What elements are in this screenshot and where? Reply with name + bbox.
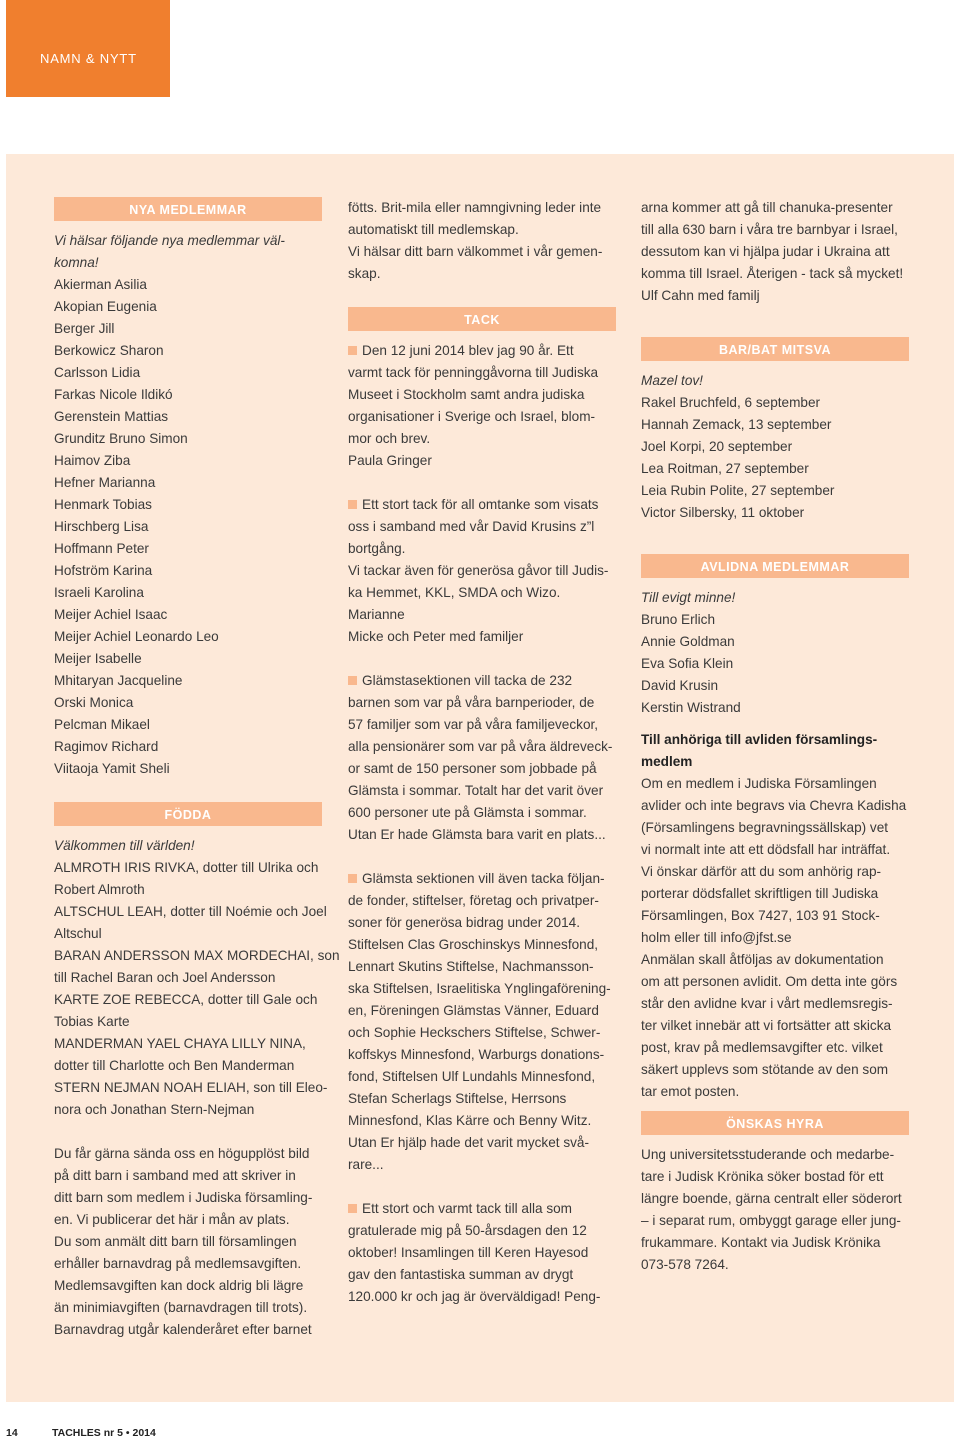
avlidna-heading: AVLIDNA MEDLEMMAR [641, 554, 909, 578]
text-line-content: dessutom kan vi hjälpa judar i Ukraina att [641, 244, 890, 259]
text-line [54, 648, 322, 670]
text-line-content: automatiskt till medlemskap. [348, 222, 519, 237]
text-line [348, 1132, 616, 1154]
text-line-content: längre boende, gärna centralt eller söderort [641, 1191, 902, 1206]
text-line [54, 967, 322, 989]
text-line-content: 120.000 kr och jag är överväldigad! Peng- [348, 1289, 601, 1304]
nya-intro-line: Vi hälsar följande nya medlemmar väl- [54, 233, 285, 248]
tack-paragraph [348, 670, 616, 846]
onskas-hyra-text [641, 1144, 909, 1276]
text-line-content: till alla 630 barn i våra tre barnbyar i Israel, [641, 222, 898, 237]
text-line-content: avlider och inte begravs via Chevra Kadisha [641, 798, 907, 813]
text-line-content: Barnavdrag utgår kalenderåret efter barnet [54, 1322, 312, 1337]
text-line-content: arna kommer att gå till chanuka-presenter [641, 200, 893, 215]
bullet-square-icon [348, 1204, 357, 1213]
text-line-content: soner för generösa bidrag under 2014. [348, 915, 581, 930]
text-line-content: ska Stiftelsen, Israelitiska Ynglingaförening- [348, 981, 611, 996]
text-line [54, 901, 327, 923]
text-line-content: Hoffmann Peter [54, 541, 149, 556]
text-line [54, 318, 322, 340]
text-line [54, 692, 322, 714]
onskas-hyra-heading: ÖNSKAS HYRA [641, 1111, 909, 1135]
text-line [348, 450, 616, 472]
text-line-content: holm eller till info@jfst.se [641, 930, 792, 945]
text-line-content: Haimov Ziba [54, 453, 131, 468]
text-line [54, 923, 322, 945]
text-line [54, 1055, 322, 1077]
text-line-content: Du får gärna sända oss en högupplöst bild [54, 1146, 310, 1161]
text-line-content: gratulerade mig på 50-årsdagen den 12 [348, 1223, 587, 1238]
text-line-content: Leia Rubin Polite, 27 september [641, 483, 835, 498]
text-line [641, 197, 909, 219]
text-line-content: Grunditz Bruno Simon [54, 431, 188, 446]
text-line [348, 758, 616, 780]
text-line [54, 296, 322, 318]
text-line [641, 927, 909, 949]
text-line [348, 263, 616, 285]
text-line [348, 780, 616, 802]
text-line [348, 692, 616, 714]
text-line-content: Viitaoja Yamit Sheli [54, 761, 170, 776]
text-line-content: säkert upplevs som stötande av den som [641, 1062, 889, 1077]
text-line [348, 736, 616, 758]
bullet-square-icon [348, 500, 357, 509]
text-line-content: Ett stort och varmt tack till alla som [362, 1201, 573, 1216]
text-line-content: gav den fantastiska summan av drygt [348, 1267, 574, 1282]
tack-paragraph [348, 1198, 616, 1308]
text-line-content: Akopian Eugenia [54, 299, 157, 314]
text-line-content: står den avlidne kvar i vårt medlemsregis- [641, 996, 893, 1011]
text-line-content: Eva Sofia Klein [641, 656, 734, 671]
text-line [54, 1231, 322, 1253]
text-line [54, 604, 322, 626]
info-text [54, 1143, 322, 1341]
text-line [641, 839, 909, 861]
text-line [54, 857, 322, 879]
text-line-content: (Församlingens begravningssällskap) vet [641, 820, 889, 835]
text-line [641, 993, 909, 1015]
section-tab [6, 0, 170, 97]
text-line [641, 971, 909, 993]
nya-intro-line: komna! [54, 255, 99, 270]
text-line-content: koffskys Minnesfond, Warburgs donations- [348, 1047, 605, 1062]
magazine-issue: TACHLES nr 5 • 2014 [52, 1427, 156, 1439]
anhoriga-title: Till anhöriga till avliden församlings- [641, 732, 878, 747]
text-line [641, 609, 909, 631]
text-line [54, 758, 322, 780]
birth-list [54, 857, 340, 1121]
text-line-content: Vi hälsar ditt barn välkommet i vår gemen- [348, 244, 603, 259]
tack-paragraph [348, 868, 616, 1176]
text-line-content: Den 12 juni 2014 blev jag 90 år. Ett [362, 343, 574, 358]
text-line-content: fötts. Brit-mila eller namngivning leder inte [348, 200, 602, 215]
text-line-content: Marianne [348, 607, 405, 622]
text-line [348, 912, 616, 934]
text-line-content: Annie Goldman [641, 634, 735, 649]
text-line-content: Museet i Stockholm samt andra judiska [348, 387, 585, 402]
text-line [54, 1297, 322, 1319]
text-line-content: Stefan Scherlags Stiftelse, Herrsons [348, 1091, 567, 1106]
text-line [641, 795, 909, 817]
nya-medlemmar-heading: NYA MEDLEMMAR [54, 197, 322, 221]
text-line-content: Berger Jill [54, 321, 115, 336]
text-line-content: Glämsta i sommar. Totalt har det varit över [348, 783, 604, 798]
text-line [348, 1000, 616, 1022]
text-line-content: Israeli Karolina [54, 585, 144, 600]
text-line [54, 989, 322, 1011]
text-line [54, 1187, 322, 1209]
text-line [348, 1044, 616, 1066]
text-line-content: skap. [348, 266, 381, 281]
anhoriga-title: medlem [641, 754, 693, 769]
column-2 [348, 197, 616, 1308]
text-line-content: Ragimov Richard [54, 739, 159, 754]
text-line [348, 560, 616, 582]
text-line [641, 631, 909, 653]
text-line-content: Farkas Nicole Ildikó [54, 387, 173, 402]
text-line [54, 1209, 322, 1231]
text-line [641, 1232, 909, 1254]
text-line [54, 384, 322, 406]
text-line-content: Pelcman Mikael [54, 717, 150, 732]
text-line-content: en, Föreningen Glämstas Vänner, Eduard [348, 1003, 599, 1018]
text-line [54, 1275, 322, 1297]
text-line-content: varmt tack för penninggåvorna till Judiska [348, 365, 599, 380]
text-line-content: Vi tackar även för generösa gåvor till Judis- [348, 563, 609, 578]
text-line [641, 241, 909, 263]
text-line-content: ka Hemmet, KKL, SMDA och Wizo. [348, 585, 561, 600]
text-line [54, 428, 322, 450]
text-line [348, 1264, 616, 1286]
text-line [348, 1110, 616, 1132]
text-line [54, 1319, 322, 1341]
text-line-content: porterar dödsfallet skriftligen till Judiska [641, 886, 879, 901]
text-line-content: tare i Judisk Krönika söker bostad för ett [641, 1169, 884, 1184]
text-line [641, 414, 909, 436]
text-line-content: 073-578 7264. [641, 1257, 729, 1272]
section-tab-label: NAMN & NYTT [40, 51, 137, 66]
text-line-content: Hofström Karina [54, 563, 153, 578]
text-line-content: alla pensionärer som var på våra äldreveck- [348, 739, 613, 754]
text-line-content: mor och brev. [348, 431, 431, 446]
text-line [641, 392, 909, 414]
anhoriga-text [641, 773, 909, 1103]
text-line [641, 436, 909, 458]
text-line-content: Berkowicz Sharon [54, 343, 164, 358]
text-line [54, 1165, 322, 1187]
text-line [348, 538, 616, 560]
text-line [54, 1077, 328, 1099]
text-line [641, 697, 909, 719]
text-line [348, 1088, 616, 1110]
column-3 [641, 197, 909, 1276]
text-line [641, 219, 909, 241]
text-line-content: nora och Jonathan Stern-Nejman [54, 1102, 255, 1117]
text-line [348, 1220, 616, 1242]
text-line [641, 883, 909, 905]
text-line [641, 1210, 909, 1232]
text-line-content: Victor Silbersky, 11 oktober [641, 505, 805, 520]
text-line [348, 197, 616, 219]
text-line-content: Mhitaryan Jacqueline [54, 673, 183, 688]
text-line [54, 626, 322, 648]
text-line [348, 802, 616, 824]
text-line-content: dotter till Charlotte och Ben Manderman [54, 1058, 295, 1073]
text-line [348, 241, 616, 263]
text-line [641, 1254, 909, 1276]
text-line [641, 949, 909, 971]
text-line-content: Robert Almroth [54, 882, 145, 897]
text-line [348, 340, 616, 362]
text-line [54, 494, 322, 516]
text-line [54, 945, 340, 967]
text-line-content: frukammare. Kontakt via Judisk Krönika [641, 1235, 881, 1250]
text-line [348, 362, 616, 384]
text-line-content: – i separat rum, ombyggt garage eller jung- [641, 1213, 901, 1228]
fodda-intro: Välkommen till världen! [54, 838, 195, 853]
text-line-content: än minimiavgiften (barnavdragen till trots). [54, 1300, 308, 1315]
text-line [348, 406, 616, 428]
bullet-square-icon [348, 676, 357, 685]
text-line [54, 472, 322, 494]
text-line-content: Meijer Achiel Leonardo Leo [54, 629, 219, 644]
text-line-content: Hannah Zemack, 13 september [641, 417, 832, 432]
text-line [348, 582, 616, 604]
fodda-heading: FÖDDA [54, 802, 322, 826]
text-line-content: Hirschberg Lisa [54, 519, 149, 534]
text-line-content: MANDERMAN YAEL CHAYA LILLY NINA, [54, 1036, 306, 1051]
text-line [641, 773, 909, 795]
text-line-content: Paula Gringer [348, 453, 432, 468]
text-line [641, 861, 909, 883]
text-line-content: Minnesfond, Klas Kärre och Benny Witz. [348, 1113, 592, 1128]
text-line [348, 516, 616, 538]
text-line [641, 285, 909, 307]
text-line [348, 1286, 616, 1308]
text-line-content: post, krav på medlemsavgifter etc. vilket [641, 1040, 883, 1055]
text-line-content: Ung universitetsstuderande och medarbe- [641, 1147, 895, 1162]
text-line [54, 1033, 322, 1055]
tack-paragraph [348, 340, 616, 472]
text-line-content: Orski Monica [54, 695, 134, 710]
text-line [54, 340, 322, 362]
text-line [54, 714, 322, 736]
text-line-content: Glämsta sektionen vill även tacka följan- [362, 871, 605, 886]
text-line-content: Altschul [54, 926, 102, 941]
text-line-content: Akierman Asilia [54, 277, 147, 292]
text-line [348, 1198, 616, 1220]
text-line-content: och Sophie Heckschers Stiftelse, Schwer- [348, 1025, 601, 1040]
text-line [641, 1059, 909, 1081]
text-line [348, 1066, 616, 1088]
text-line [641, 1081, 909, 1103]
text-line-content: Du som anmält ditt barn till församlingen [54, 1234, 297, 1249]
text-line [641, 263, 909, 285]
bullet-square-icon [348, 874, 357, 883]
continued-text [641, 197, 909, 307]
text-line-content: rare... [348, 1157, 384, 1172]
text-line-content: ALMROTH IRIS RIVKA, dotter till Ulrika och [54, 860, 319, 875]
text-line-content: Lea Roitman, 27 september [641, 461, 809, 476]
text-line [348, 428, 616, 450]
text-line-content: Kerstin Wistrand [641, 700, 741, 715]
text-line [54, 362, 322, 384]
text-line [348, 978, 616, 1000]
text-line-content: Lennart Skutins Stiftelse, Nachmansson- [348, 959, 594, 974]
text-line-content: or samt de 150 personer som jobbade på [348, 761, 597, 776]
page-number: 14 [6, 1427, 18, 1439]
text-line [54, 670, 322, 692]
text-line-content: fond, Stiftelsen Ulf Lundahls Minnesfond, [348, 1069, 596, 1084]
text-line [348, 868, 616, 890]
text-line [348, 494, 616, 516]
text-line [54, 879, 322, 901]
text-line [54, 1099, 322, 1121]
text-line [641, 905, 909, 927]
text-line-content: organisationer i Sverige och Israel, blom- [348, 409, 596, 424]
text-line-content: på ditt barn i samband med att skriver in [54, 1168, 296, 1183]
column-1 [54, 197, 340, 1341]
text-line-content: Meijer Isabelle [54, 651, 142, 666]
text-line [641, 675, 909, 697]
member-list [54, 274, 322, 780]
bullet-square-icon [348, 346, 357, 355]
text-line-content: Om en medlem i Judiska Församlingen [641, 776, 877, 791]
text-line-content: Tobias Karte [54, 1014, 130, 1029]
text-line-content: Ett stort tack för all omtanke som visats [362, 497, 599, 512]
text-line-content: Stiftelsen Clas Groschinskys Minnesfond, [348, 937, 599, 952]
text-line-content: Utan Er hade Glämsta bara varit en plats... [348, 827, 606, 842]
text-line-content: Församlingen, Box 7427, 103 91 Stock- [641, 908, 880, 923]
text-line-content: till Rachel Baran och Joel Andersson [54, 970, 276, 985]
text-line [348, 824, 616, 846]
text-line [54, 582, 322, 604]
text-line [54, 736, 322, 758]
text-line [54, 274, 322, 296]
text-line [348, 604, 616, 626]
text-line-content: ter vilket innebär att vi fortsätter att skicka [641, 1018, 892, 1033]
text-line-content: Ulf Cahn med familj [641, 288, 760, 303]
text-line-content: ALTSCHUL LEAH, dotter till Noémie och Joel [54, 904, 327, 919]
text-line-content: Vi önskar därför att du som anhörig rap- [641, 864, 882, 879]
text-line [54, 1253, 322, 1275]
text-line [54, 560, 322, 582]
text-line [54, 1011, 322, 1033]
text-line-content: barnen som var på våra barnperioder, de [348, 695, 595, 710]
text-line [54, 406, 322, 428]
text-line-content: Medlemsavgiften kan dock aldrig bli lägre [54, 1278, 304, 1293]
text-line-content: Gerenstein Mattias [54, 409, 169, 424]
text-line-content: STERN NEJMAN NOAH ELIAH, son till Eleo- [54, 1080, 328, 1095]
text-line [348, 219, 616, 241]
text-line-content: Joel Korpi, 20 september [641, 439, 793, 454]
text-line-content: Henmark Tobias [54, 497, 152, 512]
text-line [54, 516, 322, 538]
text-line-content: David Krusin [641, 678, 719, 693]
text-line [348, 1022, 616, 1044]
tack-paragraph [348, 494, 616, 648]
text-line [348, 670, 616, 692]
text-line [348, 890, 616, 912]
bar-mitsva-list [641, 392, 909, 524]
text-line [641, 1188, 909, 1210]
tack-heading: TACK [348, 307, 616, 331]
text-line-content: om att personen avlidit. Om detta inte görs [641, 974, 898, 989]
text-line [641, 458, 909, 480]
text-line [54, 450, 322, 472]
text-line [641, 1166, 909, 1188]
text-line [348, 956, 616, 978]
text-line [348, 626, 616, 648]
bar-mitsva-heading: BAR/BAT MITSVA [641, 337, 909, 361]
text-line [641, 817, 909, 839]
bar-intro: Mazel tov! [641, 373, 703, 388]
text-line-content: Rakel Bruchfeld, 6 september [641, 395, 821, 410]
text-line-content: en. Vi publicerar det här i mån av plats. [54, 1212, 290, 1227]
text-line-content: Glämstasektionen vill tacka de 232 [362, 673, 573, 688]
text-line-content: Meijer Achiel Isaac [54, 607, 168, 622]
text-line-content: oss i samband med vår David Krusins z”l [348, 519, 595, 534]
text-line-content: tar emot posten. [641, 1084, 740, 1099]
text-line [348, 1154, 616, 1176]
text-line [641, 1037, 909, 1059]
text-line [348, 1242, 616, 1264]
text-line-content: Carlsson Lidia [54, 365, 141, 380]
text-line-content: 57 familjer som var på våra familjeveckor, [348, 717, 599, 732]
text-line-content: bortgång. [348, 541, 406, 556]
text-line [641, 653, 909, 675]
text-line-content: Micke och Peter med familjer [348, 629, 524, 644]
text-line [54, 1143, 322, 1165]
text-line-content: vi normalt inte att ett dödsfall har inträffat. [641, 842, 891, 857]
text-line-content: oktober! Insamlingen till Keren Hayesod [348, 1245, 589, 1260]
text-line [641, 502, 909, 524]
text-line [348, 384, 616, 406]
avlidna-list [641, 609, 909, 719]
avlidna-intro: Till evigt minne! [641, 590, 736, 605]
text-line [641, 480, 909, 502]
text-line-content: komma till Israel. Återigen - tack så mycket! [641, 266, 904, 281]
text-line-content: ditt barn som medlem i Judiska församling- [54, 1190, 313, 1205]
text-line-content: Utan Er hjälp hade det varit mycket svå- [348, 1135, 590, 1150]
text-line-content: BARAN ANDERSSON MAX MORDECHAI, son [54, 948, 340, 963]
text-line-content: 600 personer ute på Glämsta i sommar. [348, 805, 587, 820]
continued-text [348, 197, 616, 285]
text-line [348, 934, 616, 956]
text-line-content: de fonder, stiftelser, företag och privatper- [348, 893, 599, 908]
text-line [348, 714, 616, 736]
text-line [54, 538, 322, 560]
text-line [641, 1144, 909, 1166]
text-line [641, 1015, 909, 1037]
text-line-content: Hefner Marianna [54, 475, 156, 490]
text-line-content: Anmälan skall åtföljas av dokumentation [641, 952, 884, 967]
text-line-content: erhåller barnavdrag på medlemsavgiften. [54, 1256, 302, 1271]
text-line-content: Bruno Erlich [641, 612, 716, 627]
text-line-content: KARTE ZOE REBECCA, dotter till Gale och [54, 992, 318, 1007]
